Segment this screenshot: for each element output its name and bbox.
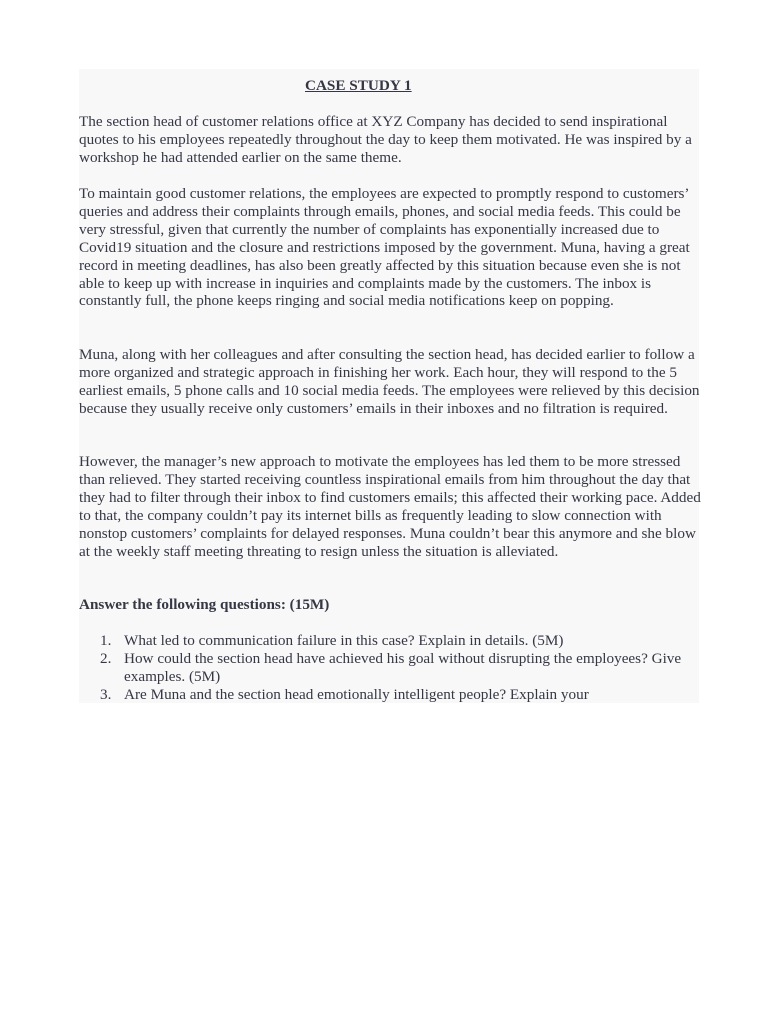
question-item [79,686,705,704]
document-page [79,69,699,703]
question-item [79,650,705,686]
question-text: What led to communication failure in this case? Explain in details. (5M) [124,632,564,649]
question-number: 2. [100,649,112,667]
question-number: 1. [100,632,112,649]
question-item [79,632,705,650]
paragraph-stress: However, the manager’s new approach to motivate the employees has led them to be more stressed than relieved. They started receiving countless inspirational emails from him throughout the day that they had to filter through their inbox to find customers emails; this affected their working pace. Added to that, the company couldn’t pay its internet bills as frequently leading to slow connection with nonstop customers’ complaints for delayed responses. Muna couldn’t bear this anymore and she blow at the weekly staff meeting threating to resign unless the situation is alleviated. [79,453,701,560]
questions-list [79,632,705,704]
questions-heading: Answer the following questions: (15M) [79,596,330,613]
paragraph-strategy: Muna, along with her colleagues and after consulting the section head, has decided earlier to follow a more organized and strategic approach in finishing her work. Each hour, they will respond to the 5 earliest emails, 5 phone calls and 10 social media feeds. The employees were relieved by this decision because they usually receive only customers’ emails in their inboxes and no filtration is required. [79,346,700,417]
paragraph-intro: The section head of customer relations office at XYZ Company has decided to send inspirational quotes to his employees repeatedly throughout the day to keep them motivated. He was inspired by a workshop he had attended earlier on the same theme. [79,113,692,166]
question-number: 3. [100,685,112,703]
paragraph-customer-relations: To maintain good customer relations, the employees are expected to promptly respond to customers’ queries and address their complaints through emails, phones, and social media feeds. This could be very stressful, given that currently the number of complaints has exponentially increased due to Covid19 situation and the closure and restrictions imposed by the government. Muna, having a great record in meeting deadlines, has also been greatly affected by this situation because even she is not able to keep up with increase in inquiries and complaints made by the customers. The inbox is constantly full, the phone keeps ringing and social media notifications keep on popping. [79,185,690,310]
question-text: How could the section head have achieved his goal without disrupting the employees? Give examples. (5M) [124,649,682,685]
case-study-title: CASE STUDY 1 [305,77,412,94]
question-text: Are Muna and the section head emotionally intelligent people? Explain your [124,685,589,703]
